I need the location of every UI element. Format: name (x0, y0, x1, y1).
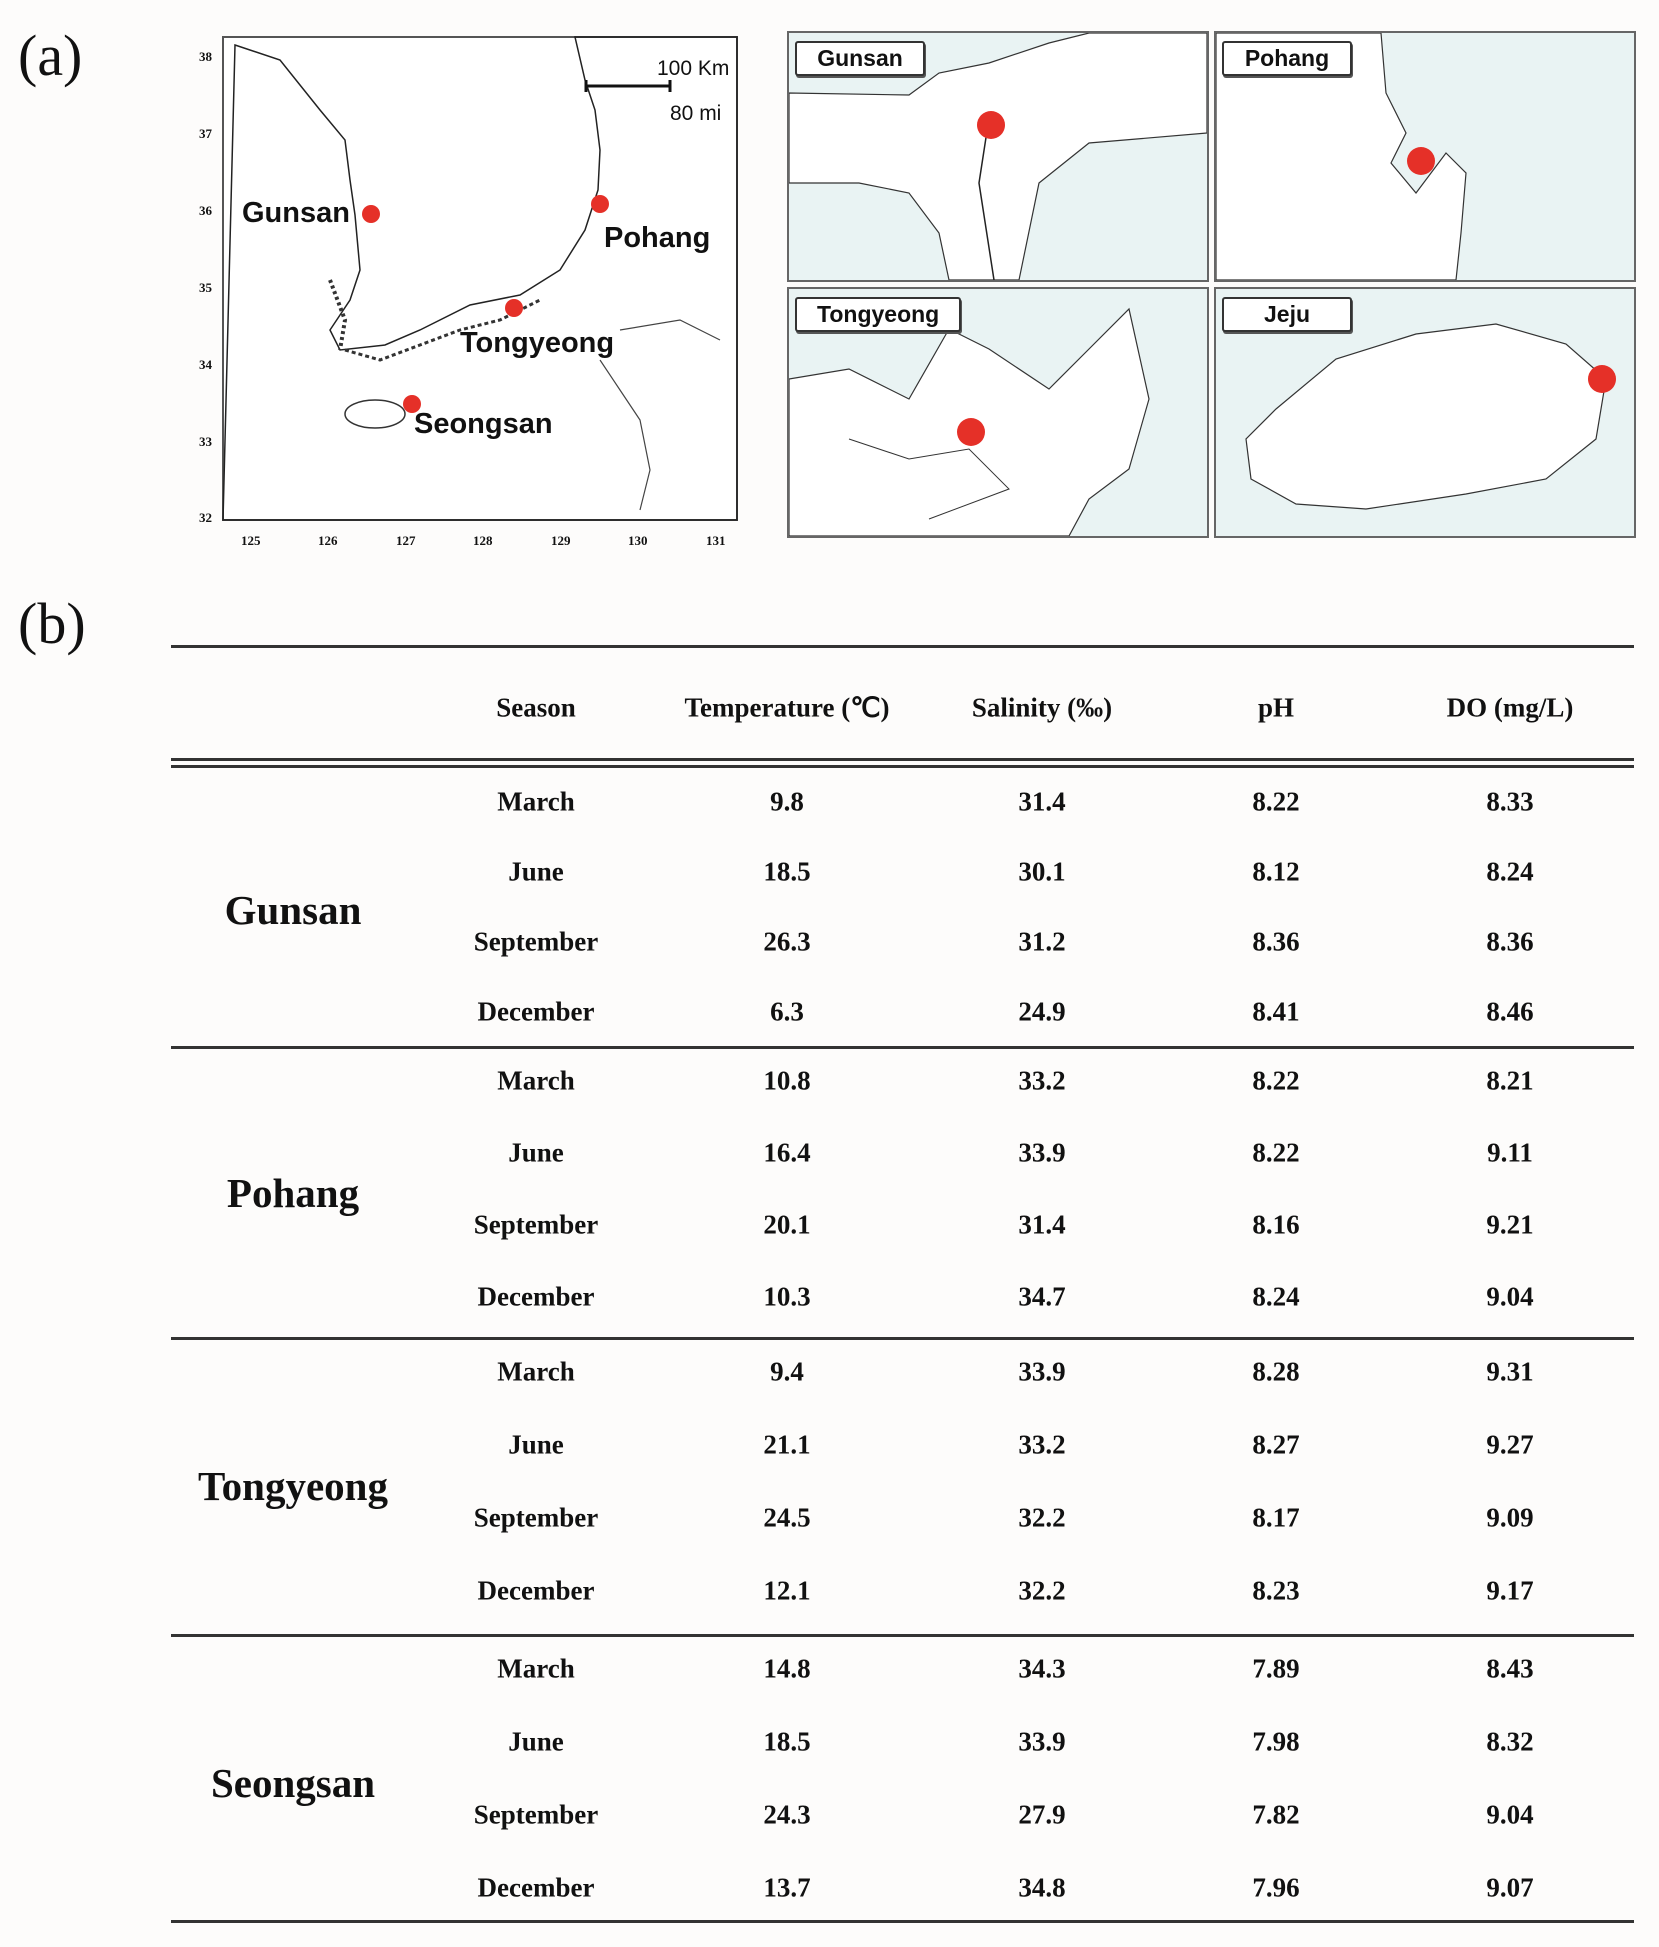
inset-pohang (1214, 31, 1636, 282)
header-ph: pH (1257, 692, 1295, 723)
lon-tick: 131 (706, 533, 726, 548)
lon-tick: 129 (551, 533, 571, 548)
cell-season: March (497, 1653, 575, 1684)
scale-mi: 80 mi (670, 102, 722, 125)
inset-tongyeong (787, 287, 1209, 538)
marker-pohang (591, 195, 609, 213)
cell-temperature: 24.3 (763, 1799, 811, 1830)
map-label-tongyeong: Tongyeong (460, 327, 615, 359)
cell-salinity: 33.2 (1018, 1065, 1066, 1096)
cell-season: June (508, 1726, 564, 1757)
cell-ph: 8.22 (1252, 1065, 1300, 1096)
cell-season: December (477, 996, 595, 1027)
cell-temperature: 9.8 (770, 786, 804, 817)
cell-do: 8.33 (1486, 786, 1534, 817)
cell-temperature: 13.7 (763, 1872, 811, 1903)
cell-salinity: 34.3 (1018, 1653, 1066, 1684)
cell-ph: 8.27 (1252, 1429, 1300, 1460)
site-name: Pohang (226, 1170, 360, 1216)
lat-tick: 37 (199, 126, 212, 141)
scale-km: 100 Km (657, 57, 730, 80)
cell-salinity: 34.8 (1018, 1872, 1066, 1903)
inset-gunsan (787, 31, 1209, 282)
cell-do: 8.21 (1486, 1065, 1534, 1096)
cell-ph: 8.16 (1252, 1209, 1300, 1240)
cell-do: 9.04 (1486, 1281, 1534, 1312)
cell-salinity: 32.2 (1018, 1575, 1066, 1606)
lat-tick: 33 (199, 434, 212, 449)
lat-tick: 34 (199, 357, 212, 372)
cell-ph: 7.98 (1252, 1726, 1300, 1757)
cell-temperature: 16.4 (763, 1137, 811, 1168)
cell-salinity: 33.9 (1018, 1726, 1066, 1757)
cell-ph: 8.28 (1252, 1356, 1300, 1387)
cell-season: March (497, 1356, 575, 1387)
cell-season: June (508, 856, 564, 887)
lat-tick: 35 (199, 280, 212, 295)
header-rule (171, 765, 1634, 768)
cell-do: 9.11 (1487, 1137, 1533, 1168)
cell-salinity: 33.2 (1018, 1429, 1066, 1460)
inset-label-tongyeong: Tongyeong (795, 297, 961, 332)
cell-ph: 8.22 (1252, 1137, 1300, 1168)
group-divider (171, 1337, 1634, 1340)
cell-salinity: 31.2 (1018, 926, 1066, 957)
cell-ph: 8.12 (1252, 856, 1300, 887)
cell-ph: 7.96 (1252, 1872, 1300, 1903)
cell-salinity: 33.9 (1018, 1137, 1066, 1168)
cell-temperature: 18.5 (763, 856, 811, 887)
cell-ph: 8.23 (1252, 1575, 1300, 1606)
group-divider (171, 1634, 1634, 1637)
lon-tick: 127 (396, 533, 416, 548)
map-label-pohang: Pohang (604, 222, 711, 254)
lon-tick: 126 (318, 533, 338, 548)
cell-temperature: 20.1 (763, 1209, 811, 1240)
cell-salinity: 30.1 (1018, 856, 1066, 887)
cell-do: 8.43 (1486, 1653, 1534, 1684)
cell-do: 9.17 (1486, 1575, 1534, 1606)
marker-gunsan (362, 205, 380, 223)
cell-temperature: 21.1 (763, 1429, 811, 1460)
cell-temperature: 10.8 (763, 1065, 811, 1096)
lat-tick: 36 (199, 203, 212, 218)
lon-tick: 128 (473, 533, 493, 548)
inset-jeju (1214, 287, 1636, 538)
cell-do: 8.24 (1486, 856, 1534, 887)
cell-do: 9.07 (1486, 1872, 1534, 1903)
cell-do: 9.27 (1486, 1429, 1534, 1460)
lat-tick: 38 (199, 49, 212, 64)
cell-season: December (477, 1872, 595, 1903)
cell-season: September (473, 1209, 599, 1240)
cell-do: 9.09 (1486, 1502, 1534, 1533)
cell-temperature: 14.8 (763, 1653, 811, 1684)
cell-season: September (473, 1502, 599, 1533)
cell-ph: 8.17 (1252, 1502, 1300, 1533)
lon-tick: 130 (628, 533, 648, 548)
panel-label-b: (b) (18, 591, 86, 656)
cell-do: 9.04 (1486, 1799, 1534, 1830)
cell-season: September (473, 1799, 599, 1830)
cell-season: March (497, 786, 575, 817)
header-do: DO (mg/L) (1446, 692, 1574, 723)
cell-do: 9.21 (1486, 1209, 1534, 1240)
cell-salinity: 34.7 (1018, 1281, 1066, 1312)
cell-temperature: 9.4 (770, 1356, 804, 1387)
map-label-gunsan: Gunsan (242, 197, 350, 229)
cell-ph: 8.36 (1252, 926, 1300, 957)
header-rule (171, 758, 1634, 761)
header-season: Season (496, 692, 576, 723)
inset-label-gunsan: Gunsan (795, 41, 925, 76)
cell-do: 8.46 (1486, 996, 1534, 1027)
table-top-rule (171, 645, 1634, 648)
cell-season: September (473, 926, 599, 957)
cell-temperature: 10.3 (763, 1281, 811, 1312)
cell-season: March (497, 1065, 575, 1096)
panel-label-a: (a) (18, 23, 83, 88)
cell-temperature: 18.5 (763, 1726, 811, 1757)
map-label-seongsan: Seongsan (414, 408, 553, 440)
cell-salinity: 31.4 (1018, 786, 1066, 817)
cell-salinity: 27.9 (1018, 1799, 1066, 1830)
cell-temperature: 26.3 (763, 926, 811, 957)
inset-label-pohang: Pohang (1222, 41, 1352, 76)
header-temperature: Temperature (℃) (684, 692, 890, 723)
cell-season: December (477, 1281, 595, 1312)
cell-do: 8.36 (1486, 926, 1534, 957)
cell-temperature: 24.5 (763, 1502, 811, 1533)
lat-tick: 32 (199, 510, 212, 525)
cell-ph: 8.41 (1252, 996, 1300, 1027)
header-salinity: Salinity (‰) (971, 692, 1113, 723)
cell-salinity: 32.2 (1018, 1502, 1066, 1533)
cell-salinity: 33.9 (1018, 1356, 1066, 1387)
cell-ph: 7.89 (1252, 1653, 1300, 1684)
group-divider (171, 1046, 1634, 1049)
cell-season: December (477, 1575, 595, 1606)
cell-temperature: 6.3 (770, 996, 804, 1027)
cell-ph: 8.24 (1252, 1281, 1300, 1312)
cell-do: 9.31 (1486, 1356, 1534, 1387)
site-name: Tongyeong (198, 1463, 388, 1509)
cell-season: June (508, 1137, 564, 1168)
site-name: Seongsan (210, 1760, 376, 1806)
lon-tick: 125 (241, 533, 261, 548)
cell-ph: 8.22 (1252, 786, 1300, 817)
cell-temperature: 12.1 (763, 1575, 811, 1606)
cell-season: June (508, 1429, 564, 1460)
cell-do: 8.32 (1486, 1726, 1534, 1757)
inset-label-jeju: Jeju (1222, 297, 1352, 332)
marker-tongyeong (505, 299, 523, 317)
cell-ph: 7.82 (1252, 1799, 1300, 1830)
table-bottom-rule (171, 1920, 1634, 1923)
cell-salinity: 24.9 (1018, 996, 1066, 1027)
korea-map (0, 0, 760, 560)
cell-salinity: 31.4 (1018, 1209, 1066, 1240)
site-name: Gunsan (224, 887, 362, 933)
